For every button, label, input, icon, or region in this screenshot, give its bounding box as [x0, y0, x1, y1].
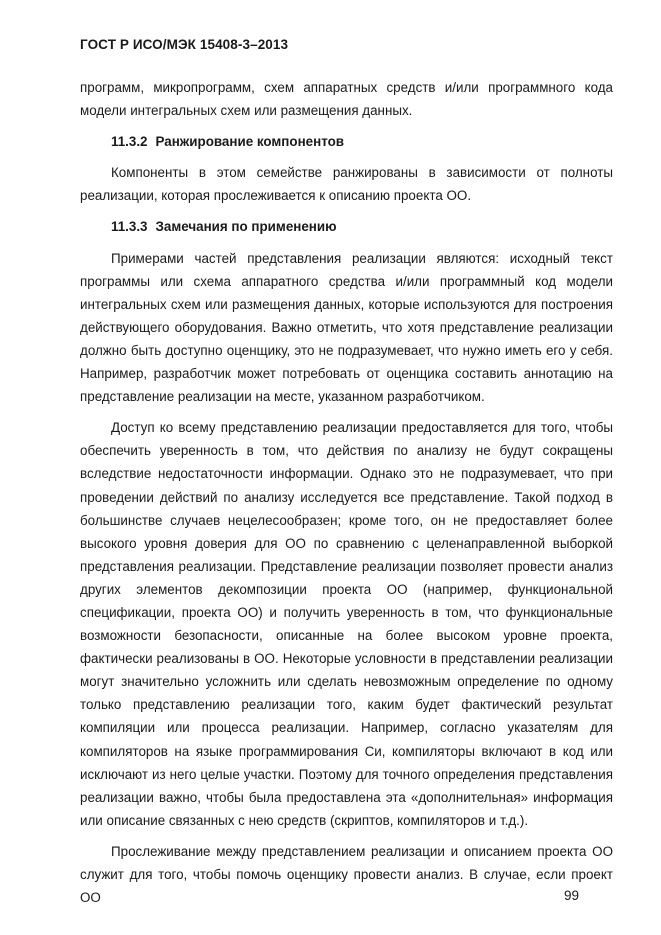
page-number: 99	[564, 888, 580, 903]
paragraph-ranking: Компоненты в этом семействе ранжированы в зависимости от полноты реализации, которая прослеживается к описанию проекта ОО.	[80, 165, 613, 204]
paragraph-continued: программ, микропрограмм, схем аппаратных средств и/или программного кода модели интегральных схем или размещения данных.	[80, 80, 613, 119]
section-heading-11-3-3	[80, 215, 613, 238]
section-title: Ранжирование компонентов	[155, 134, 344, 150]
paragraph-examples: Примерами частей представления реализации являются: исходный текст программы или схема аппаратного средства и/или программный код модели интегральных схем или размещения данных, которые используются для построения действующего оборудования. Важно отметить, что хотя представление реализации должно быть доступно оценщику, это не подразумевает, что нужно иметь его у себя. Например, разработчик может потребовать от оценщика составить аннотацию на представление реализации на месте, указанном разработчиком.	[80, 250, 613, 405]
section-number: 11.3.2	[111, 134, 148, 150]
running-header: ГОСТ Р ИСО/МЭК 15408-3–2013	[80, 37, 289, 52]
paragraph-tracing: Прослеживание между представлением реализации и описанием проекта ОО служит для того, чтобы помочь оценщику провести анализ. В случае, если проект ОО	[80, 843, 613, 906]
page-body	[80, 76, 613, 909]
paragraph-access: Доступ ко всему представлению реализации предоставляется для того, чтобы обеспечить уверенность в том, что действия по анализу не будут сокращены вследствие недостаточности информации. Однако это не подразумевает, что при проведении действий по анализу исследуется все представление. Такой подход в большинстве случаев нецелесообразен; кроме того, он не предоставляет более высокого уровня доверия для ОО по сравнению с целенаправленной выборкой представления реализации. Представление реализации позволяет провести анализ других элементов декомпозиции проекта ОО (например, функциональной спецификации, проекта ОО) и получить уверенность в том, что функциональные возможности безопасности, описанные на более высоком уровне проекта, фактически реализованы в ОО. Некоторые условности в представлении реализации могут значительно усложнить или сделать невозможным определение по одному только представлению реализации того, каким будет фактический результат компиляции или процесса реализации. Например, согласно указателям для компиляторов на языке программирования Си, компиляторы включают в код или исключают из него целые участки. Поэтому для точного определения представления реализации важно, чтобы была предоставлена эта «дополнительная» информация или описание связанных с нею средств (скриптов, компиляторов и т.д.).	[80, 420, 613, 828]
section-number: 11.3.3	[111, 219, 148, 235]
section-title: Замечания по применению	[155, 219, 337, 235]
section-heading-11-3-2	[80, 130, 613, 153]
